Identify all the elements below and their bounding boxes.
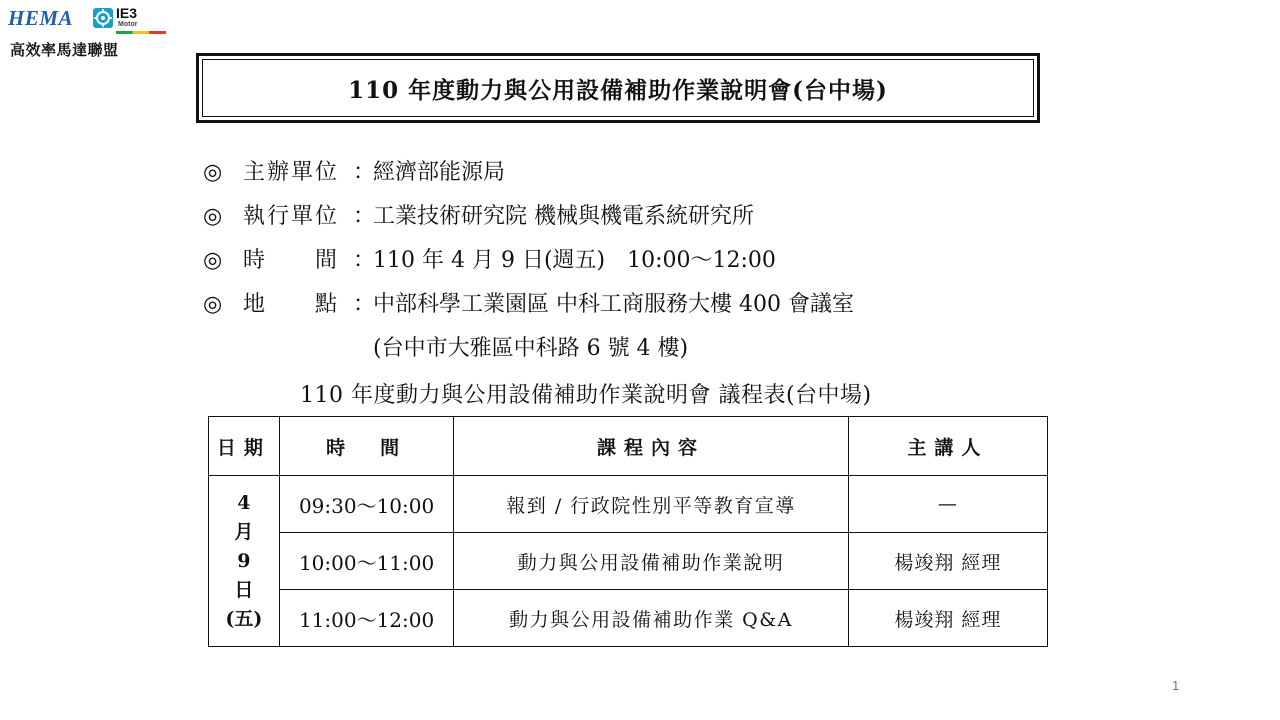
hema-logo <box>8 4 168 60</box>
page-number: 1 <box>1172 678 1180 693</box>
page-title: 110 年度動力與公用設備補助作業說明會(台中場) <box>348 76 888 104</box>
agenda-title: 110 年度動力與公用設備補助作業說明會 議程表(台中場) <box>300 383 872 408</box>
speaker-cell: — <box>848 476 1047 533</box>
logo-color-bar <box>116 31 166 34</box>
content-cell: 動力與公用設備補助作業 Q&A <box>454 590 848 647</box>
speaker-cell: 楊竣翔 經理 <box>848 590 1047 647</box>
organizer-value: 經濟部能源局 <box>373 160 506 185</box>
date-line: 4 <box>237 491 251 514</box>
time-cell: 09:30～10:00 <box>279 476 453 533</box>
header-time: 時 間 <box>279 417 453 476</box>
executor-value: 工業技術研究院 機械與機電系統研究所 <box>373 204 754 229</box>
title-frame <box>196 53 1040 123</box>
table-row <box>209 533 1048 590</box>
time-label: 時 間 <box>243 248 340 273</box>
time-cell: 11:00～12:00 <box>279 590 453 647</box>
logo-ie3-text: IE3 <box>116 5 138 21</box>
title-inner-frame <box>202 59 1034 117</box>
location-label: 地 點 <box>243 292 340 317</box>
agenda-table <box>208 416 1048 647</box>
colon: ： <box>353 292 376 317</box>
location-address: (台中市大雅區中科路 6 號 4 樓) <box>373 336 689 361</box>
table-header-row <box>209 417 1048 476</box>
executor-label: 執行單位 <box>243 204 340 229</box>
date-cell <box>209 476 280 647</box>
bullet-icon: ◎ <box>203 248 223 273</box>
date-line: 9 <box>237 549 251 572</box>
time-cell: 10:00～11:00 <box>279 533 453 590</box>
bullet-icon: ◎ <box>203 204 223 229</box>
content-cell: 動力與公用設備補助作業說明 <box>454 533 848 590</box>
header-content: 課程內容 <box>454 417 848 476</box>
colon: ： <box>353 160 376 185</box>
header-date: 日期 <box>209 417 280 476</box>
colon: ： <box>353 204 376 229</box>
time-value: 110 年 4 月 9 日(週五) 10:00～12:00 <box>373 248 776 273</box>
date-line: 月 <box>234 520 254 543</box>
info-executor <box>203 202 754 232</box>
location-value: 中部科學工業園區 中科工商服務大樓 400 會議室 <box>373 292 854 317</box>
bullet-icon: ◎ <box>203 160 223 185</box>
table-row <box>209 590 1048 647</box>
date-line: 日 <box>234 578 254 601</box>
logo-org-name: 高效率馬達聯盟 <box>10 41 119 59</box>
info-organizer <box>203 158 505 188</box>
logo-brand-text: HEMA <box>8 6 74 30</box>
colon: ： <box>353 248 376 273</box>
logo-motor-text: Motor <box>118 21 138 28</box>
info-location <box>203 290 854 320</box>
organizer-label: 主辦單位 <box>243 160 340 185</box>
info-time <box>203 246 776 276</box>
bullet-icon: ◎ <box>203 292 223 317</box>
header-speaker: 主講人 <box>848 417 1047 476</box>
table-row <box>209 476 1048 533</box>
speaker-cell: 楊竣翔 經理 <box>848 533 1047 590</box>
content-cell: 報到 / 行政院性別平等教育宣導 <box>454 476 848 533</box>
motor-target-icon <box>93 8 113 28</box>
date-line: (五) <box>225 607 263 630</box>
